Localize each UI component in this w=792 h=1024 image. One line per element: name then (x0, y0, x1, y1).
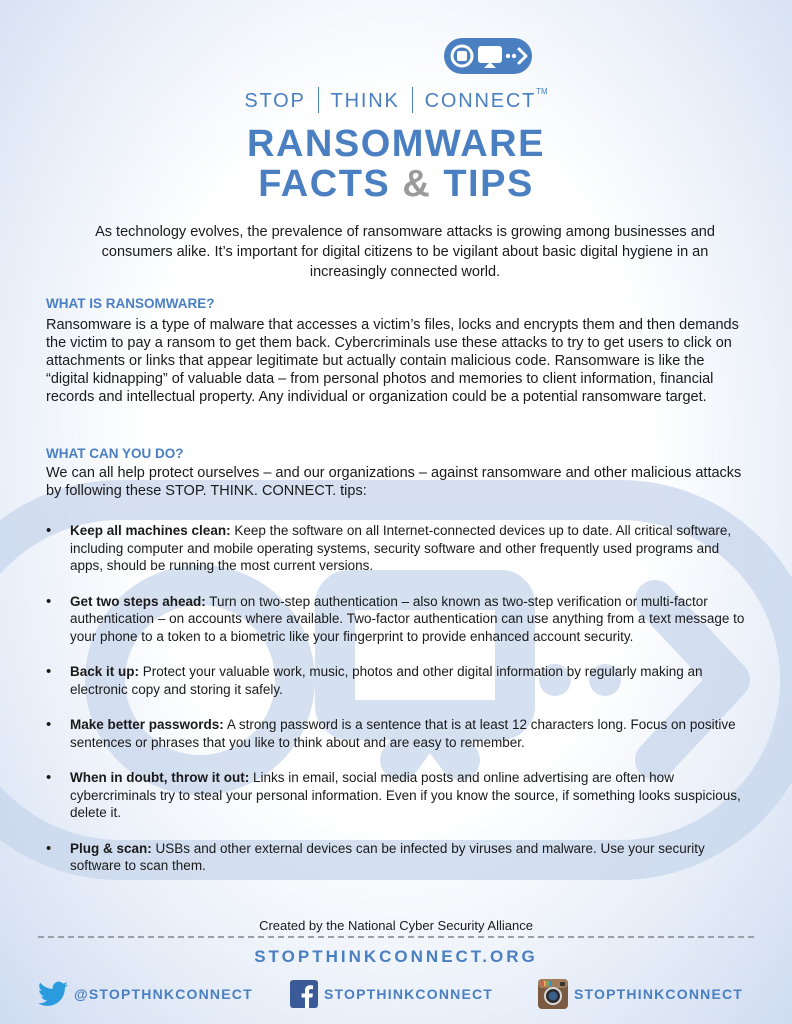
tip-text: USBs and other external devices can be infected by viruses and malware. Use your security software to scan them. (70, 840, 705, 873)
twitter-icon (38, 981, 68, 1007)
website-link[interactable]: STOPTHINKCONNECT.ORG (254, 947, 538, 966)
brand-separator (318, 87, 319, 113)
stop-think-connect-logo-icon (442, 36, 534, 76)
tip-title: Plug & scan: (70, 840, 152, 856)
tip-text: Protect your valuable work, music, photos and other digital information by regularly making an electronic copy and storing it safely. (70, 664, 703, 697)
tip-item (46, 593, 746, 646)
tip-item (46, 716, 746, 751)
instagram-link[interactable] (538, 980, 743, 1008)
created-by-credit: Created by the National Cyber Security Alliance (259, 918, 533, 933)
tip-text: Links in email, social media posts and online advertising are often how cybercriminals try to steal your personal information. Even if you know the source, if something looks suspicious, delete it. (70, 770, 741, 820)
tip-title: Get two steps ahead: (70, 593, 206, 609)
instagram-handle: STOPTHINKCONNECT (574, 986, 744, 1002)
tip-item (46, 769, 746, 822)
brand-word-connect: CONNECT (424, 90, 537, 112)
tip-title: Keep all machines clean: (70, 523, 231, 538)
brand-word-think: THINK (330, 90, 400, 112)
brand-separator (412, 87, 413, 113)
tip-item (46, 663, 746, 698)
title-line-1: RANSOMWARE (247, 123, 545, 165)
trademark-mark: TM (536, 87, 548, 96)
tip-item (46, 522, 746, 575)
intro-paragraph: As technology evolves, the prevalence of ransomware attacks is growing among businesses and consumers alike. It’s important for digital citizens to be vigilant about basic digital hygiene in an increasingly connected world. (95, 224, 715, 280)
instagram-icon (538, 979, 568, 1009)
tip-item (46, 840, 746, 875)
title-word-tips: TIPS (443, 163, 534, 205)
footer-divider (38, 936, 754, 938)
title-word-facts: FACTS (258, 163, 391, 205)
section-heading-what-can: WHAT CAN YOU DO? (46, 446, 184, 461)
brand-word-stop: STOP (244, 90, 306, 112)
facebook-link[interactable] (290, 980, 493, 1008)
tip-title: Back it up: (70, 664, 140, 679)
tip-text: A strong password is a sentence that is at least 12 characters long. Focus on positive sentences or phrases that you like to think about and are easy to remember. (70, 717, 736, 750)
facebook-handle: STOPTHINKCONNECT (324, 986, 494, 1002)
section-heading-what-is: WHAT IS RANSOMWARE? (46, 296, 215, 311)
tips-list (46, 522, 746, 875)
section-body-what-can: We can all help protect ourselves – and our organizations – against ransomware and other malicious attacks by following these STOP. THINK. CONNECT. tips: (46, 465, 742, 499)
brand-wordmark (0, 87, 792, 113)
twitter-handle: @STOPTHNKCONNECT (74, 986, 253, 1002)
section-body-what-is: Ransomware is a type of malware that accesses a victim’s files, locks and encrypts them and then demands the victim to pay a ransom to get them back. Cybercriminals use these attacks to try to get users to click on attachments or links that appear legitimate but actually contain malicious code. Ransomware is like the “digital kidnapping” of valuable data – from personal photos and memories to client information, financial records and intellectual property. Any individual or organization could be a potential ransomware target. (46, 317, 739, 405)
title-line-2 (0, 162, 792, 206)
tip-text: Keep the software on all Internet-connected devices up to date. All critical software, including computer and mobile operating systems, security software and other frequently used programs and apps, should be running the most current versions. (70, 523, 732, 573)
facebook-icon (290, 980, 318, 1008)
tip-title: When in doubt, throw it out: (70, 770, 250, 785)
tip-text: Turn on two-step authentication – also known as two-step verification or multi-factor authentication – on accounts where available. Two-factor authentication can use anything from a text message to your phone to a token to a biometric like your fingerprint to provide enhanced account security. (70, 593, 745, 644)
twitter-link[interactable] (38, 980, 253, 1008)
tip-title: Make better passwords: (70, 717, 224, 732)
title-ampersand: & (402, 163, 432, 205)
